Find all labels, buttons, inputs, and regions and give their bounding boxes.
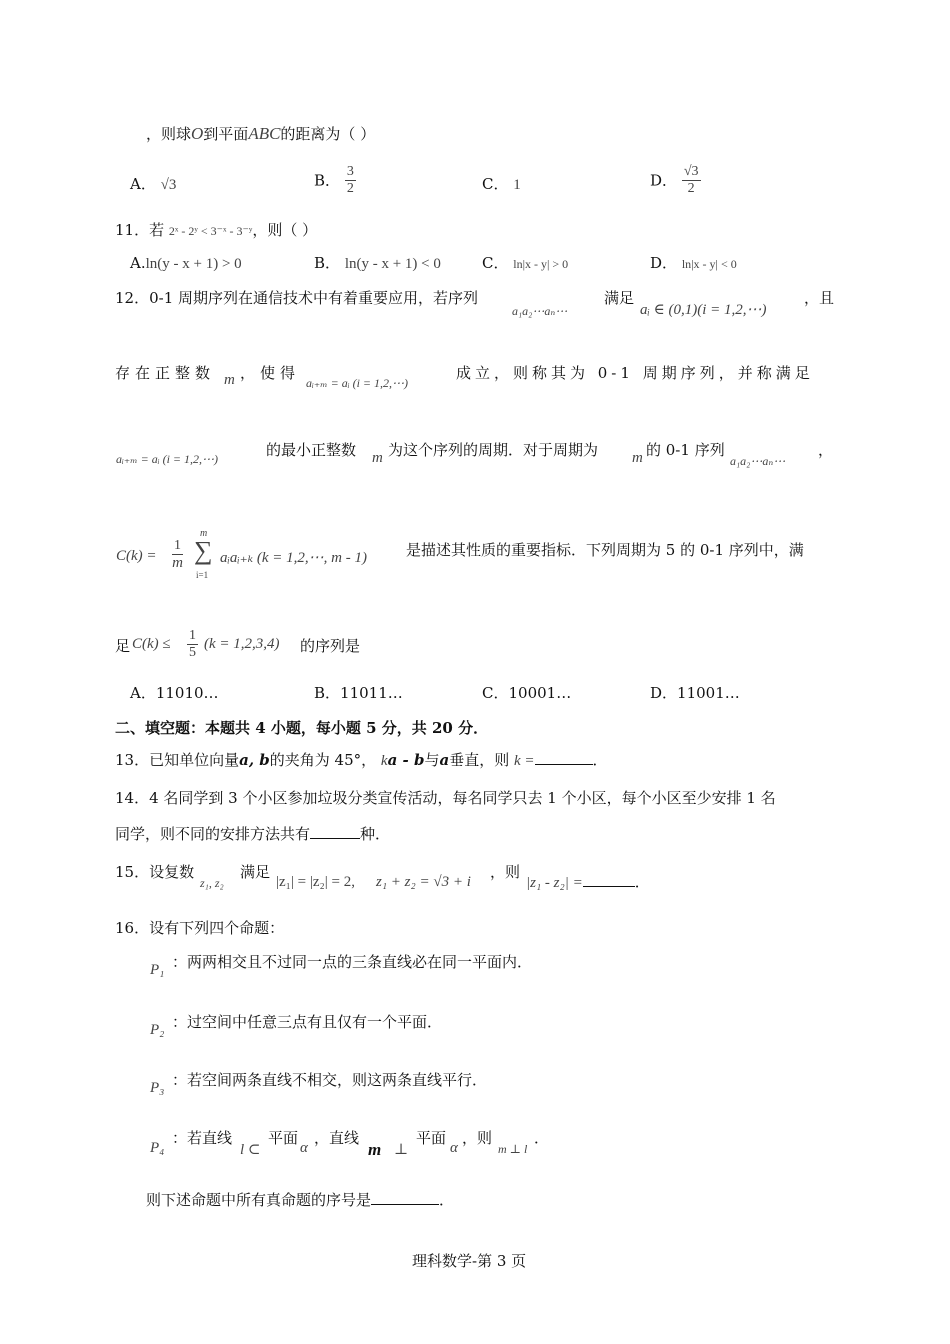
q12-periodic-condition-2: aᵢ₊ₘ = aᵢ (i = 1,2,⋯): [116, 452, 219, 466]
proposition-p3-label: P₃: [150, 1080, 165, 1096]
q12-line3-c: 的 0-1 序列: [646, 441, 725, 459]
q12-m: m: [224, 372, 235, 388]
q11-option-d: D． ln|x - y| < 0: [650, 254, 737, 272]
q15-mid: 满足: [240, 863, 271, 881]
q12-option-c: C．10001…: [482, 684, 572, 702]
q12-option-a: A．11010…: [130, 684, 219, 702]
p4-alpha: α: [300, 1140, 308, 1156]
sum-icon: ∑: [194, 536, 213, 565]
q15-mid2: ，则: [490, 863, 521, 881]
q12-satisfy: 满足: [604, 289, 635, 307]
page-footer: 理科数学-第 3 页: [412, 1252, 527, 1270]
q12-comma: ，: [818, 441, 834, 459]
q13-stem: 13．已知单位向量a, b的夹角为 45°， ka - b与a垂直，则 k = ．: [115, 751, 608, 769]
fraction: $\frac{3}{2}$: [346, 164, 354, 196]
q12-line5-expr: C(k) ≤: [132, 636, 171, 652]
proposition-p2-label: P₂: [150, 1022, 165, 1038]
answer-blank[interactable]: [583, 872, 635, 887]
q12-line5-b: 的序列是: [300, 637, 361, 655]
answer-blank[interactable]: [310, 824, 360, 839]
q16-final: 则下述命题中所有真命题的序号是 ．: [146, 1191, 455, 1209]
q10-option-c: C． 1: [482, 175, 521, 193]
p4-conclusion: m ⊥ l: [498, 1142, 528, 1156]
q12-m-3: m: [632, 450, 643, 466]
q15-cond2: z₁ + z₂ = √3 + i: [376, 874, 471, 890]
q12-line2-a: 存在正整数: [115, 364, 216, 382]
q10-option-d: D． $\frac{√3}{2}$: [650, 164, 699, 196]
q12-line3-a: 的最小正整数: [266, 441, 357, 459]
fraction: $\frac{1}{m}$: [172, 538, 183, 571]
fraction: $\frac{1}{5}$: [189, 628, 196, 660]
fraction: $\frac{√3}{2}$: [683, 164, 699, 196]
p4-then: ，则: [462, 1129, 493, 1147]
p4-plane-2: 平面: [416, 1129, 447, 1147]
proposition-p1: ：两两相交且不过同一点的三条直线必在同一平面内．: [172, 953, 533, 971]
proposition-p3: ：若空间两条直线不相交，则这两条直线平行．: [172, 1071, 488, 1089]
proposition-p2: ：过空间中任意三点有且仅有一个平面．: [172, 1013, 443, 1031]
p4-alpha-2: α: [450, 1140, 458, 1156]
q15-target: |z₁ - z₂| = ．: [526, 873, 650, 891]
p4-line-l: l ⊂: [240, 1142, 261, 1158]
q15-cond1: |z₁| = |z₂| = 2,: [276, 874, 355, 890]
q12-and: ，且: [804, 289, 835, 307]
q12-line1: 12．0-1 周期序列在通信技术中有着重要应用，若序列: [115, 289, 479, 307]
q12-line2-c: 成立，则称其为 0-1 周期序列，并称满足: [456, 364, 814, 382]
p4-plane: 平面: [268, 1129, 299, 1147]
q16-intro: 16．设有下列四个命题：: [115, 919, 285, 937]
p4-end: ．: [534, 1129, 550, 1147]
q15-stem: 15．设复数: [115, 863, 195, 881]
q12-sequence-2: a₁a₂⋯aₙ⋯: [730, 454, 786, 468]
q10-option-b: B． $\frac{3}{2}$: [314, 164, 354, 196]
q11-option-b: B． ln(y - x + 1) < 0: [314, 254, 441, 272]
q12-periodic-condition: aᵢ₊ₘ = aᵢ (i = 1,2,⋯): [306, 376, 409, 390]
q10-option-a: A． √3: [130, 175, 177, 193]
q12-line5-a: 足: [115, 637, 131, 655]
q11-stem: 11．若 2ˣ - 2ʸ < 3⁻ˣ - 3⁻ʸ，则（ ）: [115, 221, 318, 239]
q12-line3-b: 为这个序列的周期．对于周期为: [388, 441, 599, 459]
q12-option-b: B．11011…: [314, 684, 403, 702]
proposition-p4-label: P₄: [150, 1140, 165, 1156]
q12-m-2: m: [372, 450, 383, 466]
q10-stem: ，则球O到平面ABC的距离为（ ）: [146, 124, 376, 143]
answer-blank[interactable]: [371, 1190, 439, 1205]
q11-option-c: C． ln|x - y| > 0: [482, 254, 569, 272]
q14-line1: 14．4 名同学到 3 个小区参加垃圾分类宣传活动，每名同学只去 1 个小区，每个小区至少安排 1 名: [115, 789, 776, 807]
q12-line4: 是描述其性质的重要指标．下列周期为 5 的 0-1 序列中，满: [406, 541, 804, 559]
q15-vars: z₁, z₂: [200, 876, 224, 890]
p4-m: m: [368, 1140, 382, 1159]
q12-condition: aᵢ ∈ (0,1)(i = 1,2,⋯): [640, 302, 767, 318]
proposition-p1-label: P₁: [150, 962, 165, 978]
perp-icon: ⊥: [394, 1142, 409, 1158]
q12-sequence: a₁a₂⋯aₙ⋯: [512, 304, 568, 318]
section-heading: 二、填空题：本题共 4 小题，每小题 5 分，共 20 分．: [115, 719, 489, 737]
q12-line5-expr2: (k = 1,2,3,4): [204, 636, 280, 652]
q14-line2: 同学，则不同的安排方法共有 种．: [115, 825, 391, 843]
proposition-p4: ：若直线: [172, 1129, 233, 1147]
q11-option-a: A.ln(y - x + 1) > 0: [130, 254, 242, 272]
p4-line: ，直线: [314, 1129, 360, 1147]
q12-option-d: D．11001…: [650, 684, 740, 702]
q12-line2-b: ，使得: [240, 364, 301, 382]
answer-blank[interactable]: [535, 750, 593, 765]
